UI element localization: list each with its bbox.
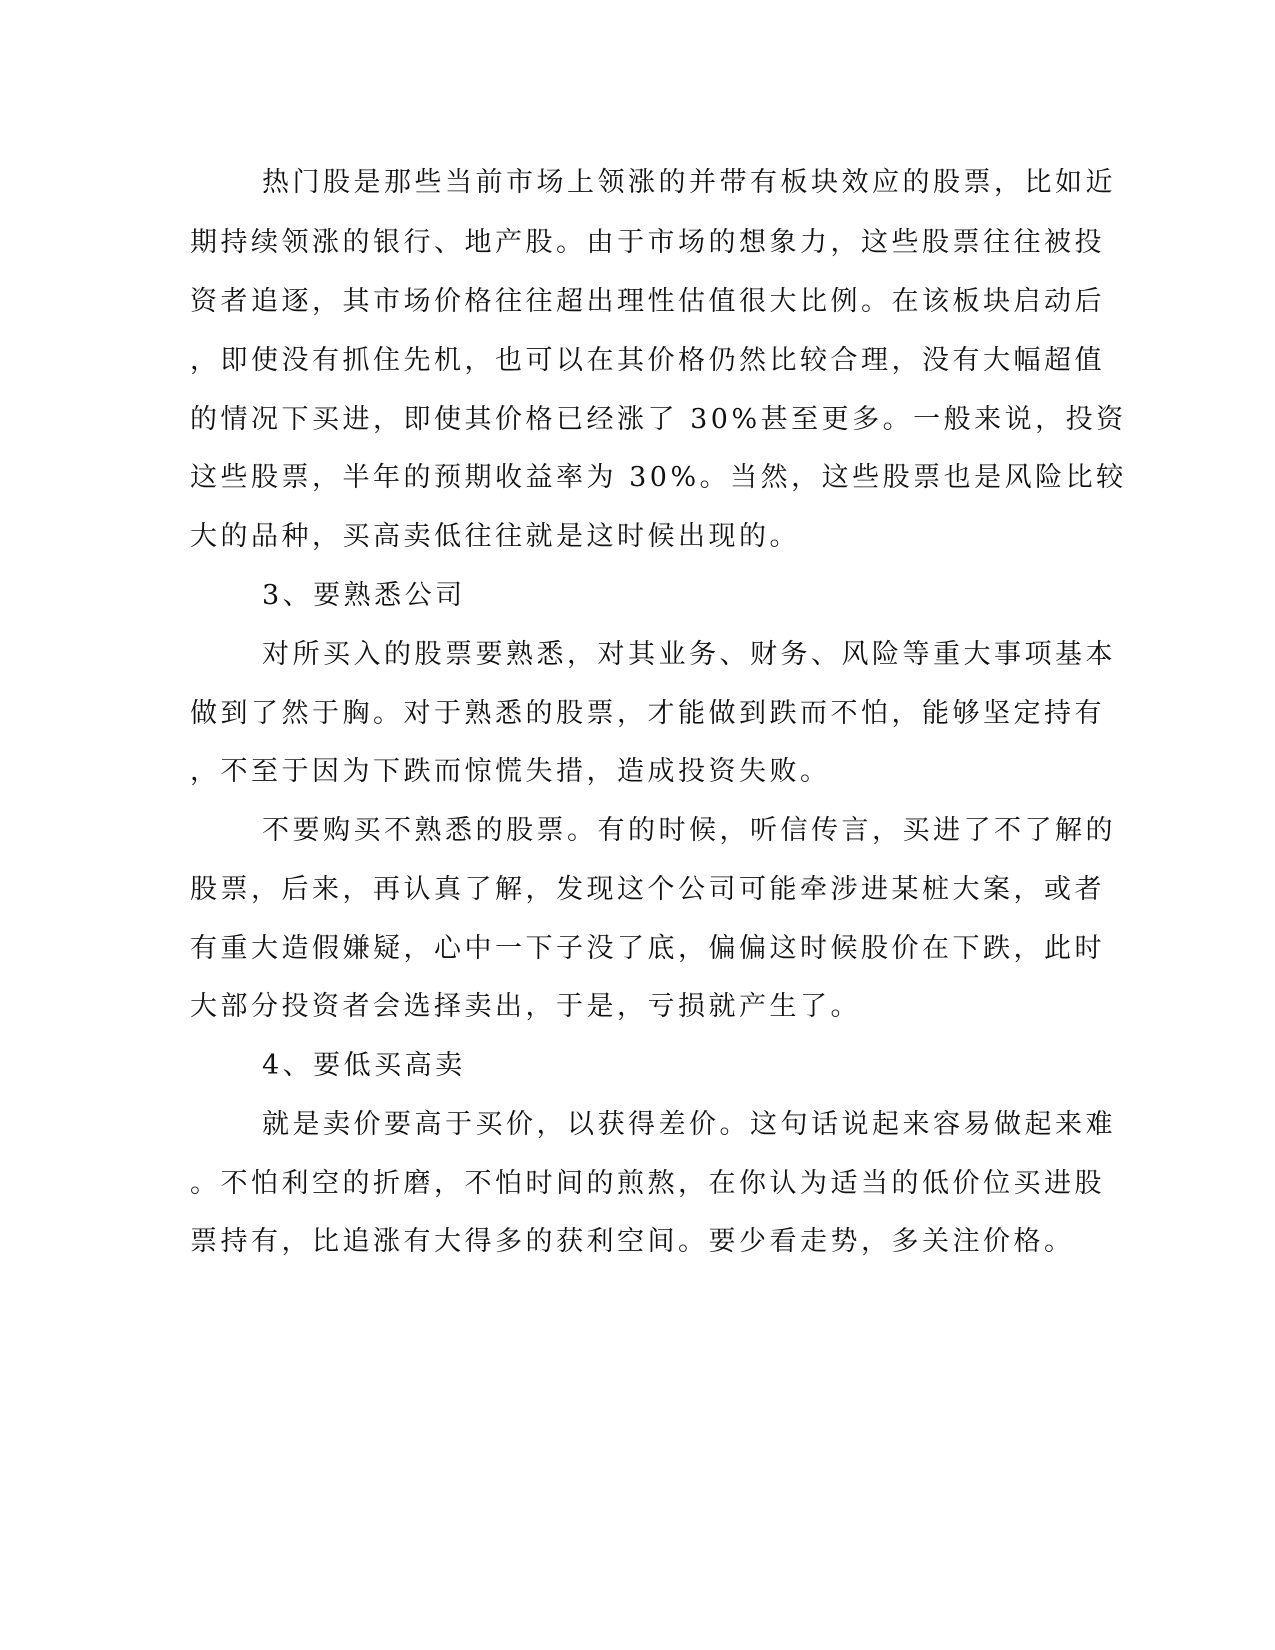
paragraph-line: 热门股是那些当前市场上领涨的并带有板块效应的股票，比如近 <box>262 167 1116 198</box>
section-heading: 4、要低买高卖 <box>262 1050 466 1081</box>
paragraph-line: 股票，后来，再认真了解，发现这个公司可能牵涉进某桩大案，或者 <box>190 874 1105 905</box>
paragraph-line: ，即使没有抓住先机，也可以在其价格仍然比较合理，没有大幅超值 <box>190 345 1105 376</box>
paragraph-line: 资者追逐，其市场价格往往超出理性估值很大比例。在该板块启动后 <box>190 286 1105 317</box>
paragraph-line: 对所买入的股票要熟悉，对其业务、财务、风险等重大事项基本 <box>262 639 1116 670</box>
paragraph-line: 这些股票，半年的预期收益率为 30%。当然，这些股票也是风险比较 <box>190 462 1127 493</box>
paragraph-line: 做到了然于胸。对于熟悉的股票，才能做到跌而不怕，能够坚定持有 <box>190 698 1105 729</box>
paragraph-line: 不要购买不熟悉的股票。有的时候，听信传言，买进了不了解的 <box>262 815 1116 846</box>
paragraph-line: 就是卖价要高于买价，以获得差价。这句话说起来容易做起来难 <box>262 1109 1116 1140</box>
paragraph-line: 期持续领涨的银行、地产股。由于市场的想象力，这些股票往往被投 <box>190 227 1105 258</box>
paragraph-line: 票持有，比追涨有大得多的获利空间。要少看走势，多关注价格。 <box>190 1226 1075 1257</box>
paragraph-line: ，不至于因为下跌而惊慌失措，造成投资失败。 <box>190 756 831 787</box>
paragraph-line: 的情况下买进，即使其价格已经涨了 30%甚至更多。一般来说，投资 <box>190 404 1127 435</box>
section-heading: 3、要熟悉公司 <box>262 580 466 611</box>
paragraph-line: 。不怕利空的折磨，不怕时间的煎熬，在你认为适当的低价位买进股 <box>190 1168 1105 1199</box>
paragraph-line: 有重大造假嫌疑，心中一下子没了底，偏偏这时候股价在下跌，此时 <box>190 933 1105 964</box>
paragraph-line: 大部分投资者会选择卖出，于是，亏损就产生了。 <box>190 991 861 1022</box>
paragraph-line: 大的品种，买高卖低往往就是这时候出现的。 <box>190 521 800 552</box>
